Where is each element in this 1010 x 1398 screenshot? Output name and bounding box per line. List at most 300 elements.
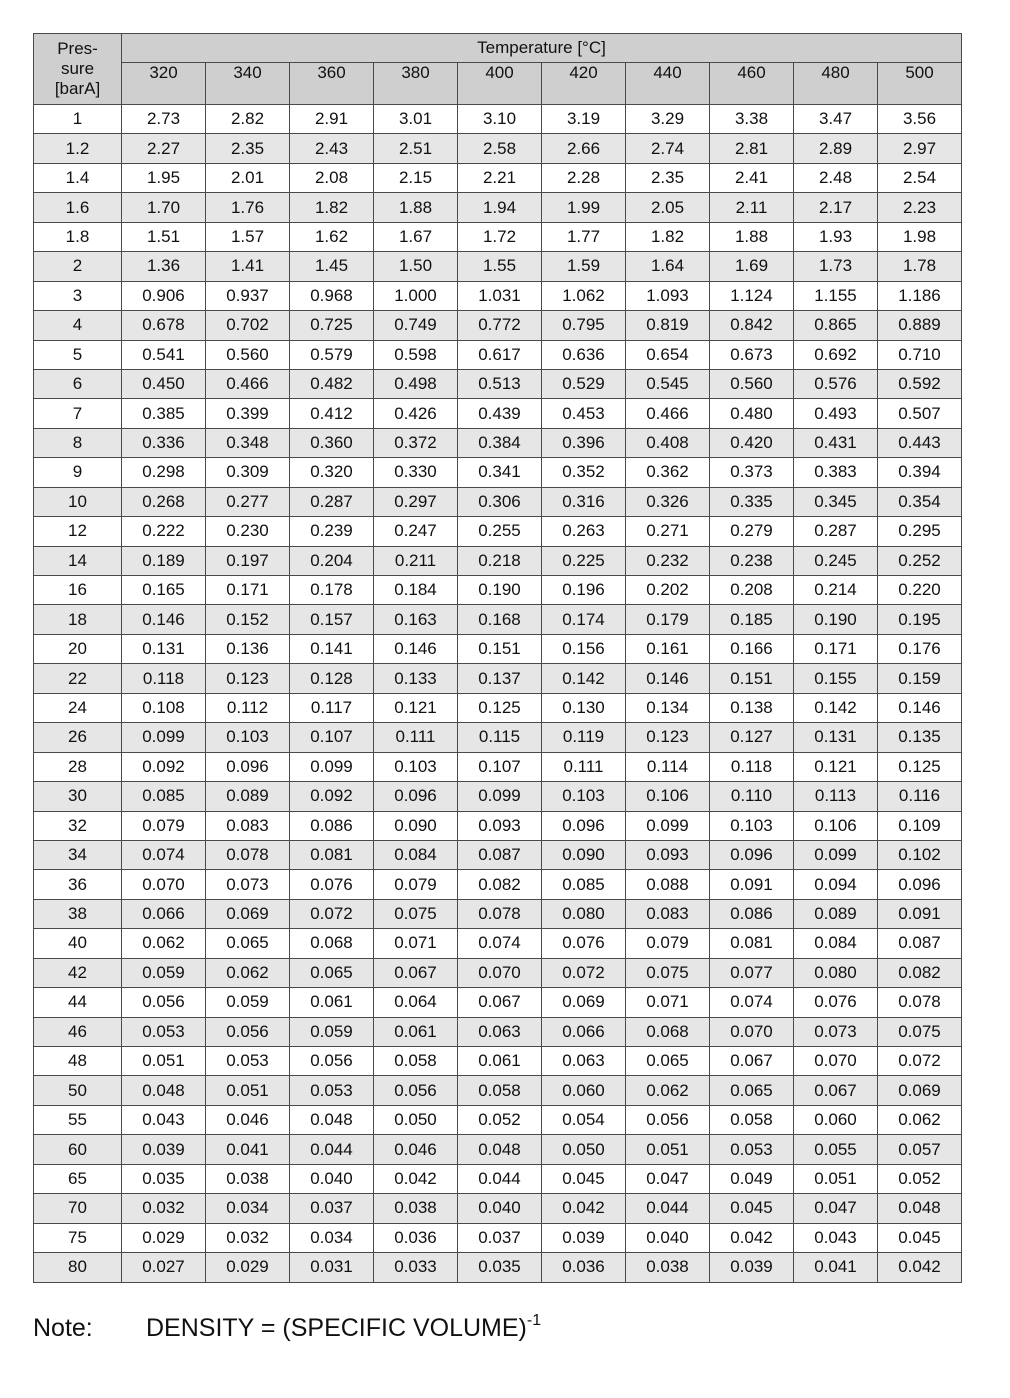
specific-volume-cell: 0.598 <box>374 340 458 369</box>
temperature-header-cell: 340 <box>206 63 290 105</box>
specific-volume-cell: 0.053 <box>122 1017 206 1046</box>
specific-volume-cell: 0.125 <box>878 752 962 781</box>
specific-volume-cell: 0.112 <box>206 693 290 722</box>
specific-volume-cell: 0.176 <box>878 634 962 663</box>
specific-volume-cell: 0.439 <box>458 399 542 428</box>
specific-volume-cell: 0.362 <box>626 458 710 487</box>
specific-volume-cell: 0.075 <box>626 958 710 987</box>
specific-volume-cell: 0.032 <box>206 1223 290 1252</box>
specific-volume-cell: 0.103 <box>374 752 458 781</box>
pressure-cell: 8 <box>34 428 122 457</box>
specific-volume-cell: 0.795 <box>542 311 626 340</box>
pressure-cell: 28 <box>34 752 122 781</box>
pressure-cell: 7 <box>34 399 122 428</box>
specific-volume-cell: 0.053 <box>206 1047 290 1076</box>
specific-volume-cell: 0.056 <box>290 1047 374 1076</box>
pressure-cell: 65 <box>34 1164 122 1193</box>
specific-volume-cell: 0.710 <box>878 340 962 369</box>
table-row <box>34 546 962 575</box>
specific-volume-cell: 0.138 <box>710 693 794 722</box>
specific-volume-cell: 0.865 <box>794 311 878 340</box>
specific-volume-cell: 0.114 <box>626 752 710 781</box>
specific-volume-cell: 0.071 <box>374 929 458 958</box>
specific-volume-cell: 0.352 <box>542 458 626 487</box>
table-row <box>34 693 962 722</box>
specific-volume-cell: 0.053 <box>290 1076 374 1105</box>
specific-volume-cell: 0.067 <box>794 1076 878 1105</box>
specific-volume-cell: 0.749 <box>374 311 458 340</box>
specific-volume-cell: 0.045 <box>542 1164 626 1193</box>
pressure-cell: 70 <box>34 1194 122 1223</box>
specific-volume-cell: 0.069 <box>542 988 626 1017</box>
table-row <box>34 487 962 516</box>
specific-volume-cell: 0.068 <box>626 1017 710 1046</box>
specific-volume-cell: 1.41 <box>206 252 290 281</box>
temperature-header-cell: 380 <box>374 63 458 105</box>
specific-volume-cell: 0.179 <box>626 605 710 634</box>
specific-volume-cell: 0.131 <box>122 634 206 663</box>
specific-volume-cell: 0.067 <box>710 1047 794 1076</box>
specific-volume-cell: 0.076 <box>794 988 878 1017</box>
specific-volume-cell: 0.082 <box>878 958 962 987</box>
specific-volume-cell: 3.38 <box>710 105 794 134</box>
specific-volume-cell: 0.065 <box>710 1076 794 1105</box>
pressure-cell: 26 <box>34 723 122 752</box>
specific-volume-cell: 0.123 <box>626 723 710 752</box>
specific-volume-cell: 0.062 <box>626 1076 710 1105</box>
note <box>33 1312 541 1343</box>
specific-volume-cell: 0.052 <box>458 1105 542 1134</box>
specific-volume-cell: 0.078 <box>206 840 290 869</box>
specific-volume-cell: 0.127 <box>710 723 794 752</box>
header-row-temperature <box>34 34 962 63</box>
specific-volume-cell: 0.819 <box>626 311 710 340</box>
specific-volume-cell: 0.070 <box>794 1047 878 1076</box>
specific-volume-cell: 0.037 <box>458 1223 542 1252</box>
header-row-temperature-values <box>34 63 962 105</box>
specific-volume-cell: 0.102 <box>878 840 962 869</box>
pressure-cell: 14 <box>34 546 122 575</box>
temperature-header-cell: 400 <box>458 63 542 105</box>
table-row <box>34 517 962 546</box>
specific-volume-cell: 0.889 <box>878 311 962 340</box>
pressure-cell: 75 <box>34 1223 122 1252</box>
table-row <box>34 1076 962 1105</box>
table-row <box>34 105 962 134</box>
specific-volume-cell: 0.084 <box>374 840 458 869</box>
specific-volume-cell: 0.033 <box>374 1253 458 1282</box>
specific-volume-cell: 0.450 <box>122 369 206 398</box>
pressure-cell: 80 <box>34 1253 122 1282</box>
specific-volume-cell: 2.17 <box>794 193 878 222</box>
specific-volume-cell: 0.048 <box>122 1076 206 1105</box>
table-row <box>34 929 962 958</box>
specific-volume-cell: 0.197 <box>206 546 290 575</box>
specific-volume-cell: 0.166 <box>710 634 794 663</box>
table-row <box>34 1135 962 1164</box>
specific-volume-cell: 0.046 <box>206 1105 290 1134</box>
specific-volume-cell: 0.049 <box>710 1164 794 1193</box>
specific-volume-cell: 0.062 <box>206 958 290 987</box>
specific-volume-cell: 0.045 <box>878 1223 962 1252</box>
specific-volume-cell: 0.038 <box>206 1164 290 1193</box>
specific-volume-cell: 0.078 <box>458 899 542 928</box>
specific-volume-cell: 0.089 <box>794 899 878 928</box>
specific-volume-cell: 0.119 <box>542 723 626 752</box>
table-row <box>34 193 962 222</box>
table-row <box>34 723 962 752</box>
specific-volume-cell: 0.091 <box>710 870 794 899</box>
table-row <box>34 399 962 428</box>
specific-volume-cell: 1.55 <box>458 252 542 281</box>
specific-volume-cell: 0.099 <box>794 840 878 869</box>
pressure-cell: 42 <box>34 958 122 987</box>
pressure-cell: 2 <box>34 252 122 281</box>
specific-volume-cell: 0.053 <box>710 1135 794 1164</box>
specific-volume-cell: 0.117 <box>290 693 374 722</box>
table-row <box>34 782 962 811</box>
table-row <box>34 163 962 192</box>
specific-volume-cell: 0.211 <box>374 546 458 575</box>
specific-volume-cell: 1.98 <box>878 222 962 251</box>
specific-volume-cell: 0.056 <box>374 1076 458 1105</box>
specific-volume-cell: 0.383 <box>794 458 878 487</box>
specific-volume-cell: 0.056 <box>122 988 206 1017</box>
specific-volume-cell: 3.56 <box>878 105 962 134</box>
pressure-cell: 46 <box>34 1017 122 1046</box>
specific-volume-cell: 0.408 <box>626 428 710 457</box>
specific-volume-cell: 0.055 <box>794 1135 878 1164</box>
specific-volume-cell: 0.065 <box>626 1047 710 1076</box>
specific-volume-cell: 0.141 <box>290 634 374 663</box>
specific-volume-cell: 2.89 <box>794 134 878 163</box>
specific-volume-cell: 0.044 <box>458 1164 542 1193</box>
specific-volume-cell: 0.061 <box>458 1047 542 1076</box>
specific-volume-cell: 0.190 <box>794 605 878 634</box>
specific-volume-cell: 0.772 <box>458 311 542 340</box>
specific-volume-cell: 0.063 <box>542 1047 626 1076</box>
specific-volume-cell: 2.08 <box>290 163 374 192</box>
pressure-cell: 1 <box>34 105 122 134</box>
specific-volume-cell: 0.038 <box>626 1253 710 1282</box>
specific-volume-cell: 0.096 <box>710 840 794 869</box>
specific-volume-cell: 0.222 <box>122 517 206 546</box>
specific-volume-cell: 0.968 <box>290 281 374 310</box>
specific-volume-cell: 0.842 <box>710 311 794 340</box>
specific-volume-cell: 0.146 <box>626 664 710 693</box>
pressure-column-header <box>34 34 122 105</box>
specific-volume-cell: 0.420 <box>710 428 794 457</box>
specific-volume-cell: 2.73 <box>122 105 206 134</box>
specific-volume-cell: 0.130 <box>542 693 626 722</box>
specific-volume-cell: 2.01 <box>206 163 290 192</box>
specific-volume-cell: 0.058 <box>458 1076 542 1105</box>
specific-volume-cell: 2.11 <box>710 193 794 222</box>
specific-volume-cell: 0.042 <box>374 1164 458 1193</box>
specific-volume-cell: 0.093 <box>626 840 710 869</box>
table-row <box>34 899 962 928</box>
specific-volume-cell: 0.065 <box>206 929 290 958</box>
specific-volume-cell: 0.136 <box>206 634 290 663</box>
specific-volume-cell: 0.044 <box>290 1135 374 1164</box>
specific-volume-cell: 1.73 <box>794 252 878 281</box>
specific-volume-cell: 0.326 <box>626 487 710 516</box>
specific-volume-cell: 0.039 <box>542 1223 626 1252</box>
specific-volume-cell: 0.152 <box>206 605 290 634</box>
specific-volume-cell: 0.090 <box>374 811 458 840</box>
specific-volume-cell: 2.23 <box>878 193 962 222</box>
specific-volume-cell: 0.072 <box>290 899 374 928</box>
table-row <box>34 958 962 987</box>
specific-volume-cell: 0.617 <box>458 340 542 369</box>
pressure-cell: 18 <box>34 605 122 634</box>
specific-volume-cell: 0.048 <box>458 1135 542 1164</box>
specific-volume-cell: 0.027 <box>122 1253 206 1282</box>
specific-volume-cell: 0.163 <box>374 605 458 634</box>
specific-volume-cell: 0.070 <box>122 870 206 899</box>
specific-volume-cell: 0.036 <box>374 1223 458 1252</box>
specific-volume-cell: 0.316 <box>542 487 626 516</box>
specific-volume-cell: 0.133 <box>374 664 458 693</box>
specific-volume-cell: 0.042 <box>542 1194 626 1223</box>
table-row <box>34 1164 962 1193</box>
specific-volume-cell: 0.443 <box>878 428 962 457</box>
specific-volume-cell: 1.88 <box>710 222 794 251</box>
specific-volume-cell: 0.056 <box>626 1105 710 1134</box>
specific-volume-cell: 0.076 <box>542 929 626 958</box>
specific-volume-cell: 0.041 <box>794 1253 878 1282</box>
specific-volume-table <box>33 33 962 1283</box>
specific-volume-cell: 1.51 <box>122 222 206 251</box>
specific-volume-cell: 0.341 <box>458 458 542 487</box>
specific-volume-cell: 0.131 <box>794 723 878 752</box>
specific-volume-cell: 0.038 <box>374 1194 458 1223</box>
specific-volume-cell: 0.088 <box>626 870 710 899</box>
specific-volume-cell: 1.67 <box>374 222 458 251</box>
specific-volume-cell: 0.678 <box>122 311 206 340</box>
specific-volume-cell: 0.702 <box>206 311 290 340</box>
specific-volume-cell: 0.072 <box>542 958 626 987</box>
specific-volume-cell: 0.089 <box>206 782 290 811</box>
specific-volume-cell: 0.373 <box>710 458 794 487</box>
specific-volume-cell: 0.113 <box>794 782 878 811</box>
specific-volume-cell: 2.58 <box>458 134 542 163</box>
specific-volume-cell: 0.092 <box>290 782 374 811</box>
specific-volume-cell: 0.202 <box>626 576 710 605</box>
specific-volume-cell: 0.560 <box>710 369 794 398</box>
pressure-cell: 44 <box>34 988 122 1017</box>
specific-volume-cell: 0.051 <box>122 1047 206 1076</box>
specific-volume-cell: 0.090 <box>542 840 626 869</box>
specific-volume-cell: 0.125 <box>458 693 542 722</box>
specific-volume-cell: 0.107 <box>290 723 374 752</box>
specific-volume-cell: 0.482 <box>290 369 374 398</box>
specific-volume-cell: 0.037 <box>290 1194 374 1223</box>
specific-volume-cell: 0.040 <box>626 1223 710 1252</box>
specific-volume-cell: 0.142 <box>794 693 878 722</box>
pressure-cell: 22 <box>34 664 122 693</box>
specific-volume-cell: 0.048 <box>878 1194 962 1223</box>
specific-volume-cell: 0.320 <box>290 458 374 487</box>
specific-volume-cell: 2.43 <box>290 134 374 163</box>
pressure-cell: 38 <box>34 899 122 928</box>
specific-volume-cell: 0.107 <box>458 752 542 781</box>
specific-volume-cell: 0.159 <box>878 664 962 693</box>
specific-volume-cell: 0.239 <box>290 517 374 546</box>
table-row <box>34 134 962 163</box>
specific-volume-cell: 0.725 <box>290 311 374 340</box>
specific-volume-cell: 2.27 <box>122 134 206 163</box>
specific-volume-cell: 1.70 <box>122 193 206 222</box>
specific-volume-cell: 0.040 <box>290 1164 374 1193</box>
specific-volume-cell: 0.081 <box>710 929 794 958</box>
specific-volume-cell: 0.121 <box>794 752 878 781</box>
specific-volume-cell: 0.050 <box>374 1105 458 1134</box>
specific-volume-cell: 0.385 <box>122 399 206 428</box>
specific-volume-cell: 0.045 <box>710 1194 794 1223</box>
specific-volume-cell: 0.083 <box>626 899 710 928</box>
specific-volume-cell: 0.507 <box>878 399 962 428</box>
pressure-label-line2: sure <box>60 59 95 78</box>
specific-volume-cell: 2.15 <box>374 163 458 192</box>
specific-volume-cell: 0.068 <box>290 929 374 958</box>
specific-volume-cell: 0.047 <box>794 1194 878 1223</box>
specific-volume-cell: 0.050 <box>542 1135 626 1164</box>
specific-volume-cell: 2.21 <box>458 163 542 192</box>
specific-volume-cell: 0.277 <box>206 487 290 516</box>
table-row <box>34 576 962 605</box>
specific-volume-cell: 0.066 <box>542 1017 626 1046</box>
specific-volume-cell: 0.348 <box>206 428 290 457</box>
specific-volume-cell: 0.041 <box>206 1135 290 1164</box>
specific-volume-cell: 0.039 <box>122 1135 206 1164</box>
table-row <box>34 1047 962 1076</box>
specific-volume-cell: 3.01 <box>374 105 458 134</box>
specific-volume-cell: 0.086 <box>290 811 374 840</box>
specific-volume-cell: 0.087 <box>878 929 962 958</box>
specific-volume-cell: 0.074 <box>122 840 206 869</box>
specific-volume-cell: 0.029 <box>122 1223 206 1252</box>
specific-volume-cell: 0.498 <box>374 369 458 398</box>
specific-volume-cell: 0.084 <box>794 929 878 958</box>
pressure-cell: 9 <box>34 458 122 487</box>
specific-volume-cell: 0.576 <box>794 369 878 398</box>
specific-volume-cell: 0.360 <box>290 428 374 457</box>
specific-volume-cell: 0.048 <box>290 1105 374 1134</box>
pressure-cell: 4 <box>34 311 122 340</box>
specific-volume-cell: 0.345 <box>794 487 878 516</box>
pressure-cell: 32 <box>34 811 122 840</box>
specific-volume-cell: 0.466 <box>626 399 710 428</box>
specific-volume-cell: 0.230 <box>206 517 290 546</box>
specific-volume-cell: 0.099 <box>290 752 374 781</box>
specific-volume-cell: 0.085 <box>542 870 626 899</box>
specific-volume-cell: 1.82 <box>626 222 710 251</box>
specific-volume-cell: 0.079 <box>626 929 710 958</box>
specific-volume-cell: 0.218 <box>458 546 542 575</box>
specific-volume-cell: 0.064 <box>374 988 458 1017</box>
specific-volume-cell: 0.035 <box>458 1253 542 1282</box>
specific-volume-cell: 0.077 <box>710 958 794 987</box>
specific-volume-cell: 0.137 <box>458 664 542 693</box>
specific-volume-cell: 0.054 <box>542 1105 626 1134</box>
specific-volume-cell: 0.059 <box>122 958 206 987</box>
specific-volume-cell: 0.094 <box>794 870 878 899</box>
specific-volume-cell: 0.171 <box>794 634 878 663</box>
specific-volume-cell: 0.082 <box>458 870 542 899</box>
specific-volume-cell: 0.384 <box>458 428 542 457</box>
specific-volume-cell: 2.82 <box>206 105 290 134</box>
temperature-header-cell: 440 <box>626 63 710 105</box>
specific-volume-cell: 0.106 <box>794 811 878 840</box>
specific-volume-cell: 0.654 <box>626 340 710 369</box>
specific-volume-cell: 0.043 <box>794 1223 878 1252</box>
specific-volume-cell: 0.330 <box>374 458 458 487</box>
specific-volume-cell: 0.051 <box>794 1164 878 1193</box>
specific-volume-cell: 0.151 <box>710 664 794 693</box>
specific-volume-cell: 0.051 <box>626 1135 710 1164</box>
specific-volume-cell: 0.151 <box>458 634 542 663</box>
specific-volume-cell: 0.099 <box>458 782 542 811</box>
specific-volume-cell: 0.298 <box>122 458 206 487</box>
specific-volume-cell: 0.046 <box>374 1135 458 1164</box>
specific-volume-cell: 0.040 <box>458 1194 542 1223</box>
specific-volume-cell: 0.174 <box>542 605 626 634</box>
specific-volume-cell: 0.396 <box>542 428 626 457</box>
specific-volume-cell: 0.093 <box>458 811 542 840</box>
specific-volume-cell: 0.636 <box>542 340 626 369</box>
specific-volume-cell: 0.121 <box>374 693 458 722</box>
specific-volume-cell: 0.106 <box>626 782 710 811</box>
specific-volume-cell: 2.41 <box>710 163 794 192</box>
specific-volume-cell: 0.072 <box>878 1047 962 1076</box>
specific-volume-cell: 0.085 <box>122 782 206 811</box>
specific-volume-cell: 0.146 <box>374 634 458 663</box>
specific-volume-cell: 1.88 <box>374 193 458 222</box>
temperature-group-header: Temperature [°C] <box>122 34 962 63</box>
specific-volume-cell: 0.279 <box>710 517 794 546</box>
specific-volume-cell: 0.171 <box>206 576 290 605</box>
specific-volume-cell: 0.295 <box>878 517 962 546</box>
specific-volume-cell: 0.108 <box>122 693 206 722</box>
pressure-cell: 24 <box>34 693 122 722</box>
specific-volume-cell: 1.72 <box>458 222 542 251</box>
table-row <box>34 1194 962 1223</box>
specific-volume-cell: 0.287 <box>794 517 878 546</box>
specific-volume-cell: 0.431 <box>794 428 878 457</box>
specific-volume-cell: 0.044 <box>626 1194 710 1223</box>
specific-volume-cell: 0.075 <box>878 1017 962 1046</box>
specific-volume-cell: 2.35 <box>206 134 290 163</box>
specific-volume-cell: 0.051 <box>206 1076 290 1105</box>
specific-volume-cell: 0.059 <box>290 1017 374 1046</box>
specific-volume-cell: 0.238 <box>710 546 794 575</box>
specific-volume-cell: 0.412 <box>290 399 374 428</box>
specific-volume-cell: 0.103 <box>206 723 290 752</box>
specific-volume-cell: 1.50 <box>374 252 458 281</box>
pressure-cell: 10 <box>34 487 122 516</box>
specific-volume-cell: 1.76 <box>206 193 290 222</box>
specific-volume-cell: 0.109 <box>878 811 962 840</box>
specific-volume-cell: 2.35 <box>626 163 710 192</box>
specific-volume-cell: 0.529 <box>542 369 626 398</box>
specific-volume-cell: 0.111 <box>542 752 626 781</box>
specific-volume-cell: 0.099 <box>122 723 206 752</box>
specific-volume-cell: 0.354 <box>878 487 962 516</box>
specific-volume-cell: 0.306 <box>458 487 542 516</box>
specific-volume-cell: 1.64 <box>626 252 710 281</box>
pressure-cell: 34 <box>34 840 122 869</box>
